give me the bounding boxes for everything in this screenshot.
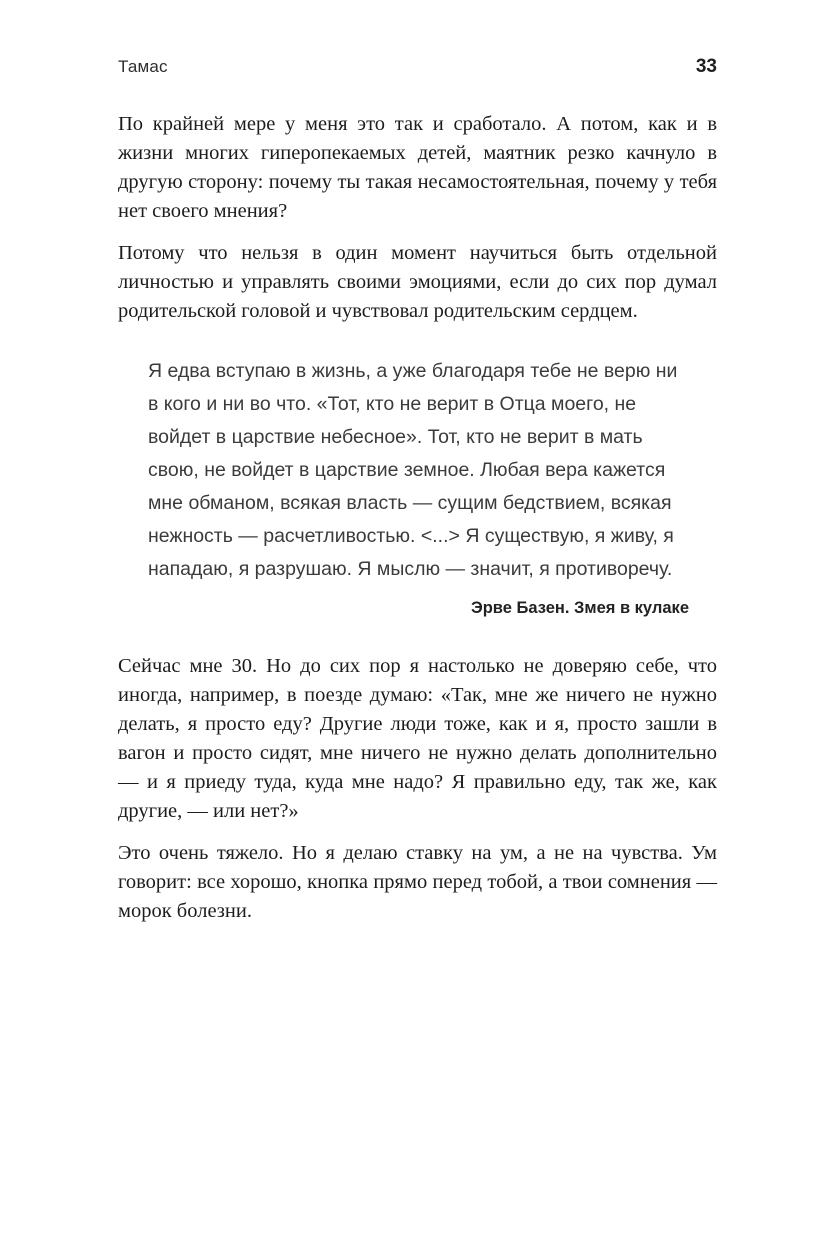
running-title: Тамас bbox=[118, 57, 168, 76]
page-number: 33 bbox=[695, 56, 717, 77]
page-body bbox=[118, 110, 717, 926]
paragraph: Сейчас мне 30. Но до сих пор я настолько не доверяю себе, что иногда, например, в поезде думаю: «Так, мне же ничего не нужно делать, я просто еду? Другие люди тоже, как и я, просто зашли в вагон и просто сидят, мне ничего не нужно делать дополнительно — и я приеду туда, куда мне надо? Я правильно еду, так же, как другие, — или нет?» bbox=[118, 655, 717, 822]
paragraph: Потому что нельзя в один момент научиться быть отдельной личностью и управлять своими эмоциями, если до сих пор думал родительской головой и чувствовал родительским сердцем. bbox=[118, 242, 717, 322]
paragraph: Это очень тяжело. Но я делаю ставку на ум, а не на чувства. Ум говорит: все хорошо, кнопка прямо перед тобой, а твои сомнения — морок болезни. bbox=[118, 842, 717, 922]
page-header bbox=[118, 56, 717, 78]
quote-text: Я едва вступаю в жизнь, а уже благодаря тебе не верю ни в кого и ни во что. «Тот, кто не верит в Отца моего, не войдет в царствие небесное». Тот, кто не верит в мать свою, не войдет в царствие земное. Любая вера кажется мне обманом, всякая власть — сущим бедствием, всякая нежность — расчетливостью. <...> Я существую, я живу, я нападаю, я разрушаю. Я мыслю — значит, я противоречу. bbox=[148, 360, 678, 580]
block-quote bbox=[148, 355, 689, 618]
quote-attribution: Эрве Базен. Змея в кулаке bbox=[470, 599, 689, 617]
paragraph: По крайней мере у меня это так и сработало. А потом, как и в жизни многих гиперопекаемых детей, маятник резко качнуло в другую сторону: почему ты такая несамостоятельная, почему у тебя нет своего мнения? bbox=[118, 113, 717, 222]
